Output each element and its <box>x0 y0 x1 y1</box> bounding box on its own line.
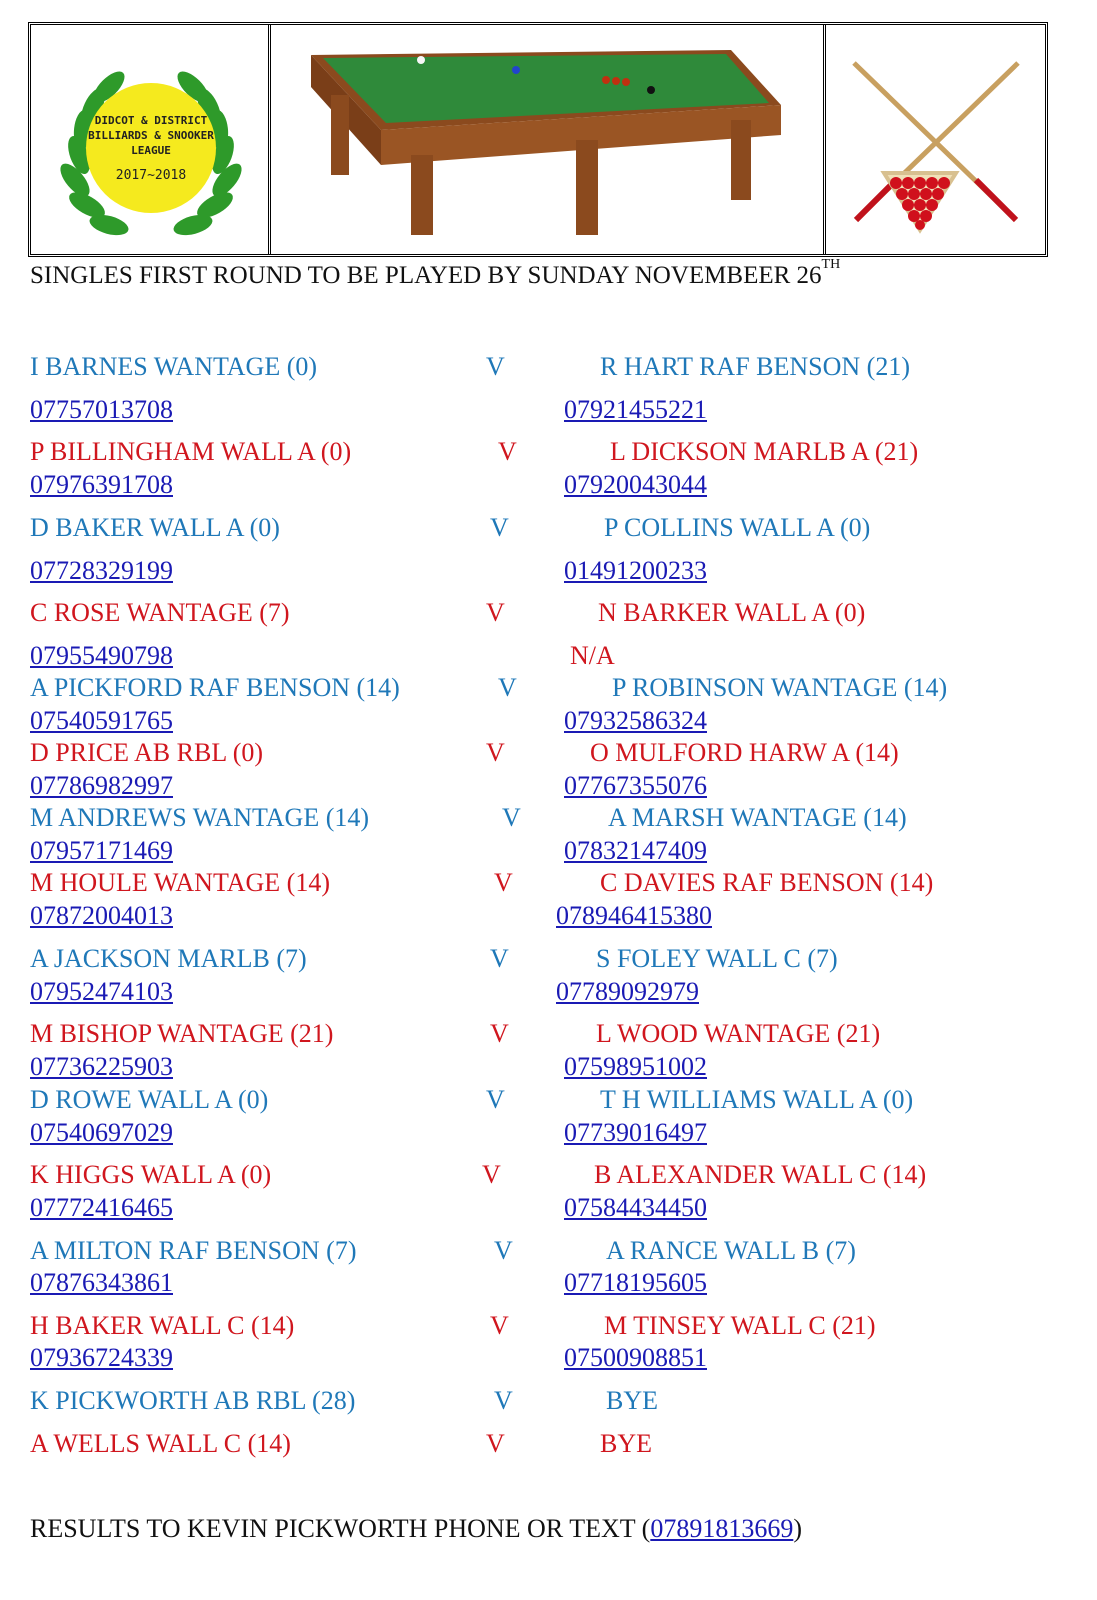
player-1-phone-link[interactable]: 07786982997 <box>30 771 173 800</box>
player-1-phone-link[interactable]: 07540591765 <box>30 706 173 735</box>
league-logo-cell <box>31 25 271 254</box>
player-2-phone-link[interactable]: 07932586324 <box>564 706 707 735</box>
player-2-name: A MARSH WANTAGE (14) <box>608 803 907 832</box>
title-text: SINGLES FIRST ROUND TO BE PLAYED BY SUNDAY NOVEMBEER 26 <box>30 262 822 289</box>
footer-results-note <box>30 1514 802 1544</box>
player-1-name: K PICKWORTH AB RBL (28) <box>30 1386 356 1415</box>
player-2-name: A RANCE WALL B (7) <box>606 1236 856 1265</box>
page-title <box>30 256 841 290</box>
snooker-table-icon <box>271 25 821 254</box>
player-2-name: S FOLEY WALL C (7) <box>596 944 838 973</box>
player-1-phone-link[interactable]: 07540697029 <box>30 1118 173 1147</box>
player-1-phone-link[interactable]: 07876343861 <box>30 1268 173 1297</box>
player-1-name: M ANDREWS WANTAGE (14) <box>30 803 370 832</box>
footer-phone-link[interactable]: 07891813669 <box>650 1514 794 1543</box>
player-2-phone-link[interactable]: 01491200233 <box>564 556 707 585</box>
player-2-name: R HART RAF BENSON (21) <box>600 352 910 381</box>
footer-suffix: ) <box>793 1514 802 1543</box>
player-1-name: M HOULE WANTAGE (14) <box>30 868 331 897</box>
logo-line-3: LEAGUE <box>131 144 171 157</box>
player-2-name: P COLLINS WALL A (0) <box>604 513 871 542</box>
versus-label: V <box>490 944 509 973</box>
player-1-name: I BARNES WANTAGE (0) <box>30 352 318 381</box>
player-2-phone-link[interactable]: 07718195605 <box>564 1268 707 1297</box>
player-1-phone-link[interactable]: 07728329199 <box>30 556 173 585</box>
player-2-name: N BARKER WALL A (0) <box>598 598 866 627</box>
logo-line-2: BILLIARDS & SNOOKER <box>88 129 214 142</box>
player-2-name: P ROBINSON WANTAGE (14) <box>612 673 948 702</box>
title-superscript: TH <box>821 256 841 272</box>
player-1-phone-link[interactable]: 07872004013 <box>30 901 173 930</box>
cues-cell <box>826 25 1045 254</box>
player-2-name: B ALEXANDER WALL C (14) <box>594 1160 927 1189</box>
player-1-name: H BAKER WALL C (14) <box>30 1311 295 1340</box>
versus-label: V <box>486 1429 505 1458</box>
versus-label: V <box>490 1019 509 1048</box>
player-2-name: L DICKSON MARLB A (21) <box>610 437 919 466</box>
versus-label: V <box>490 1311 509 1340</box>
player-1-name: C ROSE WANTAGE (7) <box>30 598 290 627</box>
versus-label: V <box>494 1236 513 1265</box>
player-1-name: A PICKFORD RAF BENSON (14) <box>30 673 400 702</box>
player-2-phone-link[interactable]: 07584434450 <box>564 1193 707 1222</box>
player-1-phone-link[interactable]: 07772416465 <box>30 1193 173 1222</box>
footer-text: RESULTS TO KEVIN PICKWORTH PHONE OR TEXT ( <box>30 1514 651 1543</box>
versus-label: V <box>494 868 513 897</box>
versus-label: V <box>498 437 517 466</box>
versus-label: V <box>494 1386 513 1415</box>
player-1-phone-link[interactable]: 07976391708 <box>30 470 173 499</box>
player-2-name: C DAVIES RAF BENSON (14) <box>600 868 934 897</box>
header-table <box>28 22 1048 257</box>
player-1-phone-link[interactable]: 07957171469 <box>30 836 173 865</box>
player-2-name: M TINSEY WALL C (21) <box>604 1311 876 1340</box>
player-1-name: D PRICE AB RBL (0) <box>30 738 264 767</box>
player-2-name: O MULFORD HARW A (14) <box>590 738 899 767</box>
player-2-phone-link[interactable]: 07921455221 <box>564 395 707 424</box>
snooker-table-cell <box>271 25 826 254</box>
player-2-phone-link[interactable]: 07920043044 <box>564 470 707 499</box>
player-2-phone-link[interactable]: 07739016497 <box>564 1118 707 1147</box>
player-2-name: L WOOD WANTAGE (21) <box>596 1019 881 1048</box>
player-1-name: M BISHOP WANTAGE (21) <box>30 1019 334 1048</box>
logo-season: 2017~2018 <box>115 168 187 183</box>
player-1-name: D BAKER WALL A (0) <box>30 513 280 542</box>
versus-label: V <box>486 1085 505 1114</box>
crossed-cues-icon <box>826 25 1048 254</box>
player-1-name: K HIGGS WALL A (0) <box>30 1160 272 1189</box>
player-1-name: D ROWE WALL A (0) <box>30 1085 269 1114</box>
versus-label: V <box>502 803 521 832</box>
player-1-phone-link[interactable]: 07955490798 <box>30 641 173 670</box>
versus-label: V <box>486 598 505 627</box>
versus-label: V <box>486 738 505 767</box>
player-1-phone-link[interactable]: 07936724339 <box>30 1343 173 1372</box>
player-2-phone-link[interactable]: 07598951002 <box>564 1052 707 1081</box>
player-2-phone-link[interactable]: 07767355076 <box>564 771 707 800</box>
player-2-phone-link[interactable]: 078946415380 <box>556 901 712 930</box>
versus-label: V <box>486 352 505 381</box>
logo-line-1: DIDCOT & DISTRICT <box>94 114 208 127</box>
player-2-name: BYE <box>600 1429 652 1458</box>
player-1-phone-link[interactable]: 07736225903 <box>30 1052 173 1081</box>
versus-label: V <box>490 513 509 542</box>
player-1-name: A WELLS WALL C (14) <box>30 1429 291 1458</box>
player-2-phone-link[interactable]: 07832147409 <box>564 836 707 865</box>
player-2-name: T H WILLIAMS WALL A (0) <box>600 1085 914 1114</box>
player-1-phone-link[interactable]: 07952474103 <box>30 977 173 1006</box>
logo-badge <box>86 83 216 213</box>
player-2-name: BYE <box>606 1386 658 1415</box>
player-2-phone-link: N/A <box>570 641 615 670</box>
player-1-name: A MILTON RAF BENSON (7) <box>30 1236 357 1265</box>
player-2-phone-link[interactable]: 07500908851 <box>564 1343 707 1372</box>
player-1-name: P BILLINGHAM WALL A (0) <box>30 437 352 466</box>
player-2-phone-link[interactable]: 07789092979 <box>556 977 699 1006</box>
player-1-name: A JACKSON MARLB (7) <box>30 944 307 973</box>
versus-label: V <box>498 673 517 702</box>
player-1-phone-link[interactable]: 07757013708 <box>30 395 173 424</box>
versus-label: V <box>482 1160 501 1189</box>
